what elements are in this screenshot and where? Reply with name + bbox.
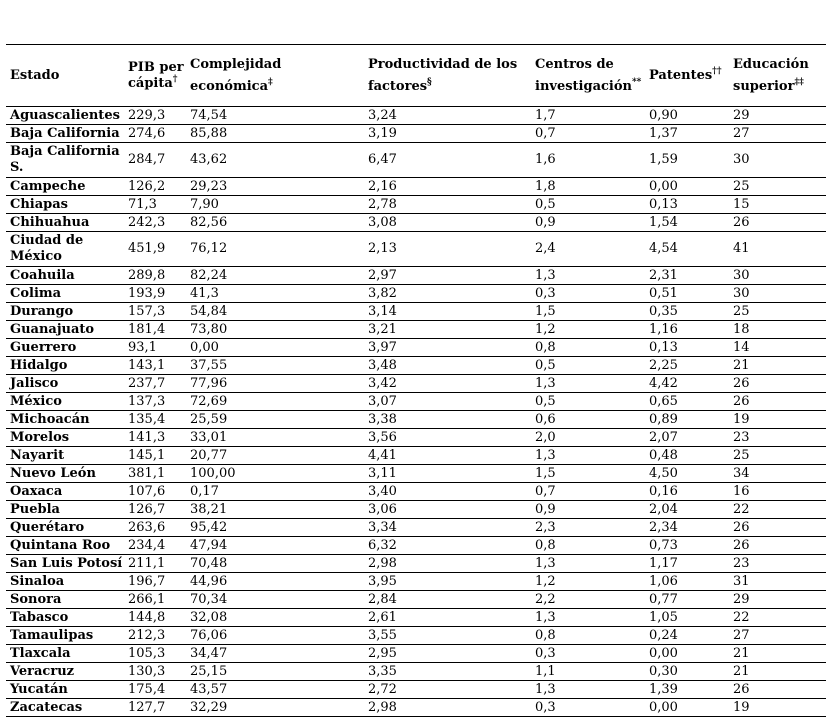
complejidad-cell: 76,12 xyxy=(186,232,364,267)
complejidad-cell: 41,3 xyxy=(186,285,364,303)
pib-cell: 451,9 xyxy=(124,232,186,267)
centros-cell: 0,8 xyxy=(531,537,645,555)
complejidad-cell: 70,34 xyxy=(186,591,364,609)
pib-cell: 126,7 xyxy=(124,501,186,519)
patentes-cell: 2,07 xyxy=(645,429,729,447)
complejidad-cell: 77,96 xyxy=(186,375,364,393)
educacion-cell: 21 xyxy=(729,357,826,375)
productividad-cell: 3,56 xyxy=(364,429,531,447)
complejidad-cell: 54,84 xyxy=(186,303,364,321)
centros-cell: 2,0 xyxy=(531,429,645,447)
table-row xyxy=(6,339,826,357)
educacion-cell: 15 xyxy=(729,196,826,214)
pib-cell: 137,3 xyxy=(124,393,186,411)
educacion-cell: 21 xyxy=(729,663,826,681)
table-row xyxy=(6,214,826,232)
pib-cell: 141,3 xyxy=(124,429,186,447)
productividad-cell: 2,16 xyxy=(364,178,531,196)
productividad-cell: 6,32 xyxy=(364,537,531,555)
centros-cell: 0,5 xyxy=(531,357,645,375)
productividad-cell: 2,78 xyxy=(364,196,531,214)
centros-cell: 1,7 xyxy=(531,107,645,125)
complejidad-cell: 43,62 xyxy=(186,143,364,178)
table-row xyxy=(6,627,826,645)
state-cell: Chihuahua xyxy=(6,214,124,232)
productividad-cell: 2,98 xyxy=(364,699,531,717)
patentes-cell: 4,54 xyxy=(645,232,729,267)
patentes-cell: 2,31 xyxy=(645,267,729,285)
state-cell: Querétaro xyxy=(6,519,124,537)
table-row xyxy=(6,555,826,573)
patentes-cell: 2,04 xyxy=(645,501,729,519)
patentes-cell: 0,48 xyxy=(645,447,729,465)
state-cell: Tamaulipas xyxy=(6,627,124,645)
state-cell: San Luis Potosí xyxy=(6,555,124,573)
state-cell: Guanajuato xyxy=(6,321,124,339)
table-row xyxy=(6,681,826,699)
productividad-cell: 3,95 xyxy=(364,573,531,591)
pib-cell: 135,4 xyxy=(124,411,186,429)
state-cell: Coahuila xyxy=(6,267,124,285)
centros-cell: 0,3 xyxy=(531,645,645,663)
complejidad-cell: 74,54 xyxy=(186,107,364,125)
pib-cell: 181,4 xyxy=(124,321,186,339)
complejidad-cell: 29,23 xyxy=(186,178,364,196)
state-cell: Campeche xyxy=(6,178,124,196)
patentes-cell: 1,16 xyxy=(645,321,729,339)
table-row xyxy=(6,501,826,519)
centros-cell: 1,6 xyxy=(531,143,645,178)
productividad-cell: 3,11 xyxy=(364,465,531,483)
productividad-cell: 3,35 xyxy=(364,663,531,681)
educacion-cell: 30 xyxy=(729,285,826,303)
pib-cell: 193,9 xyxy=(124,285,186,303)
productividad-cell: 3,21 xyxy=(364,321,531,339)
table-row xyxy=(6,143,826,178)
state-cell: Sinaloa xyxy=(6,573,124,591)
table-row xyxy=(6,375,826,393)
table-row xyxy=(6,178,826,196)
centros-cell: 0,5 xyxy=(531,196,645,214)
educacion-cell: 27 xyxy=(729,125,826,143)
productividad-cell: 2,84 xyxy=(364,591,531,609)
productividad-cell: 2,98 xyxy=(364,555,531,573)
complejidad-cell: 73,80 xyxy=(186,321,364,339)
complejidad-cell: 37,55 xyxy=(186,357,364,375)
state-cell: Morelos xyxy=(6,429,124,447)
complejidad-cell: 82,24 xyxy=(186,267,364,285)
productividad-cell: 2,72 xyxy=(364,681,531,699)
table-row xyxy=(6,303,826,321)
centros-cell: 0,5 xyxy=(531,393,645,411)
productividad-cell: 2,61 xyxy=(364,609,531,627)
productividad-cell: 3,24 xyxy=(364,107,531,125)
table-row xyxy=(6,429,826,447)
complejidad-cell: 47,94 xyxy=(186,537,364,555)
productividad-cell: 3,40 xyxy=(364,483,531,501)
productividad-cell: 3,14 xyxy=(364,303,531,321)
educacion-cell: 31 xyxy=(729,573,826,591)
educacion-cell: 25 xyxy=(729,447,826,465)
centros-cell: 0,7 xyxy=(531,125,645,143)
patentes-cell: 0,65 xyxy=(645,393,729,411)
patentes-cell: 0,16 xyxy=(645,483,729,501)
complejidad-cell: 76,06 xyxy=(186,627,364,645)
pib-cell: 196,7 xyxy=(124,573,186,591)
table-row xyxy=(6,321,826,339)
patentes-cell: 0,51 xyxy=(645,285,729,303)
centros-cell: 1,3 xyxy=(531,267,645,285)
centros-cell: 0,7 xyxy=(531,483,645,501)
complejidad-cell: 32,29 xyxy=(186,699,364,717)
patentes-cell: 2,34 xyxy=(645,519,729,537)
patentes-cell: 0,13 xyxy=(645,339,729,357)
table-row xyxy=(6,645,826,663)
patentes-cell: 0,77 xyxy=(645,591,729,609)
complejidad-cell: 33,01 xyxy=(186,429,364,447)
table-body xyxy=(6,107,826,717)
table-row xyxy=(6,232,826,267)
educacion-cell: 19 xyxy=(729,699,826,717)
pib-cell: 381,1 xyxy=(124,465,186,483)
pib-cell: 175,4 xyxy=(124,681,186,699)
table-row xyxy=(6,125,826,143)
header-educacion: Educación superior‡‡ xyxy=(729,45,826,107)
pib-cell: 105,3 xyxy=(124,645,186,663)
state-cell: Nayarit xyxy=(6,447,124,465)
patentes-cell: 1,54 xyxy=(645,214,729,232)
table-row xyxy=(6,357,826,375)
pib-cell: 143,1 xyxy=(124,357,186,375)
educacion-cell: 25 xyxy=(729,303,826,321)
pib-cell: 107,6 xyxy=(124,483,186,501)
centros-cell: 2,3 xyxy=(531,519,645,537)
educacion-cell: 26 xyxy=(729,681,826,699)
educacion-cell: 26 xyxy=(729,537,826,555)
patentes-cell: 4,50 xyxy=(645,465,729,483)
pib-cell: 126,2 xyxy=(124,178,186,196)
state-cell: México xyxy=(6,393,124,411)
state-cell: Tlaxcala xyxy=(6,645,124,663)
complejidad-cell: 100,00 xyxy=(186,465,364,483)
productividad-cell: 2,95 xyxy=(364,645,531,663)
complejidad-cell: 32,08 xyxy=(186,609,364,627)
header-productividad: Productividad de los factores§ xyxy=(364,45,531,107)
state-cell: Zacatecas xyxy=(6,699,124,717)
productividad-cell: 3,82 xyxy=(364,285,531,303)
table-row xyxy=(6,483,826,501)
complejidad-cell: 43,57 xyxy=(186,681,364,699)
centros-cell: 2,2 xyxy=(531,591,645,609)
state-cell: Yucatán xyxy=(6,681,124,699)
state-cell: Quintana Roo xyxy=(6,537,124,555)
state-cell: Durango xyxy=(6,303,124,321)
educacion-cell: 27 xyxy=(729,627,826,645)
centros-cell: 1,5 xyxy=(531,303,645,321)
state-cell: Aguascalientes xyxy=(6,107,124,125)
pib-cell: 93,1 xyxy=(124,339,186,357)
centros-cell: 0,6 xyxy=(531,411,645,429)
productividad-cell: 3,97 xyxy=(364,339,531,357)
centros-cell: 0,3 xyxy=(531,699,645,717)
educacion-cell: 23 xyxy=(729,429,826,447)
patentes-cell: 0,89 xyxy=(645,411,729,429)
patentes-cell: 1,05 xyxy=(645,609,729,627)
educacion-cell: 30 xyxy=(729,267,826,285)
productividad-cell: 4,41 xyxy=(364,447,531,465)
patentes-cell: 0,35 xyxy=(645,303,729,321)
state-cell: Hidalgo xyxy=(6,357,124,375)
pib-cell: 71,3 xyxy=(124,196,186,214)
table-row xyxy=(6,447,826,465)
centros-cell: 2,4 xyxy=(531,232,645,267)
patentes-cell: 2,25 xyxy=(645,357,729,375)
state-cell: Jalisco xyxy=(6,375,124,393)
state-cell: Chiapas xyxy=(6,196,124,214)
centros-cell: 1,3 xyxy=(531,555,645,573)
pib-cell: 266,1 xyxy=(124,591,186,609)
patentes-cell: 1,37 xyxy=(645,125,729,143)
productividad-cell: 3,38 xyxy=(364,411,531,429)
state-cell: Oaxaca xyxy=(6,483,124,501)
centros-cell: 1,3 xyxy=(531,681,645,699)
complejidad-cell: 85,88 xyxy=(186,125,364,143)
educacion-cell: 41 xyxy=(729,232,826,267)
table-row xyxy=(6,267,826,285)
pib-cell: 211,1 xyxy=(124,555,186,573)
pib-cell: 274,6 xyxy=(124,125,186,143)
state-cell: Puebla xyxy=(6,501,124,519)
table-row xyxy=(6,393,826,411)
educacion-cell: 34 xyxy=(729,465,826,483)
educacion-cell: 26 xyxy=(729,375,826,393)
state-cell: Nuevo León xyxy=(6,465,124,483)
state-cell: Michoacán xyxy=(6,411,124,429)
pib-cell: 145,1 xyxy=(124,447,186,465)
patentes-cell: 1,39 xyxy=(645,681,729,699)
centros-cell: 0,3 xyxy=(531,285,645,303)
header-estado: Estado xyxy=(6,45,124,107)
productividad-cell: 3,19 xyxy=(364,125,531,143)
header-centros: Centros de investigación** xyxy=(531,45,645,107)
productividad-cell: 3,34 xyxy=(364,519,531,537)
patentes-cell: 0,24 xyxy=(645,627,729,645)
state-cell: Sonora xyxy=(6,591,124,609)
complejidad-cell: 70,48 xyxy=(186,555,364,573)
pib-cell: 130,3 xyxy=(124,663,186,681)
pib-cell: 242,3 xyxy=(124,214,186,232)
educacion-cell: 16 xyxy=(729,483,826,501)
complejidad-cell: 34,47 xyxy=(186,645,364,663)
patentes-cell: 4,42 xyxy=(645,375,729,393)
state-cell: Guerrero xyxy=(6,339,124,357)
patentes-cell: 0,00 xyxy=(645,699,729,717)
centros-cell: 1,3 xyxy=(531,447,645,465)
pib-cell: 284,7 xyxy=(124,143,186,178)
educacion-cell: 29 xyxy=(729,107,826,125)
centros-cell: 1,1 xyxy=(531,663,645,681)
centros-cell: 1,3 xyxy=(531,375,645,393)
productividad-cell: 3,07 xyxy=(364,393,531,411)
state-cell: Tabasco xyxy=(6,609,124,627)
educacion-cell: 30 xyxy=(729,143,826,178)
table-row xyxy=(6,663,826,681)
educacion-cell: 18 xyxy=(729,321,826,339)
complejidad-cell: 82,56 xyxy=(186,214,364,232)
table-row xyxy=(6,609,826,627)
header-pib: PIB per cápita† xyxy=(124,45,186,107)
table-row xyxy=(6,465,826,483)
educacion-cell: 25 xyxy=(729,178,826,196)
pib-cell: 127,7 xyxy=(124,699,186,717)
table-row xyxy=(6,591,826,609)
productividad-cell: 3,06 xyxy=(364,501,531,519)
complejidad-cell: 7,90 xyxy=(186,196,364,214)
pib-cell: 263,6 xyxy=(124,519,186,537)
complejidad-cell: 38,21 xyxy=(186,501,364,519)
complejidad-cell: 25,59 xyxy=(186,411,364,429)
table-row xyxy=(6,285,826,303)
educacion-cell: 23 xyxy=(729,555,826,573)
productividad-cell: 2,97 xyxy=(364,267,531,285)
patentes-cell: 0,30 xyxy=(645,663,729,681)
header-patentes: Patentes†† xyxy=(645,45,729,107)
patentes-cell: 1,59 xyxy=(645,143,729,178)
pib-cell: 157,3 xyxy=(124,303,186,321)
centros-cell: 0,8 xyxy=(531,627,645,645)
educacion-cell: 29 xyxy=(729,591,826,609)
productividad-cell: 3,42 xyxy=(364,375,531,393)
complejidad-cell: 25,15 xyxy=(186,663,364,681)
patentes-cell: 0,90 xyxy=(645,107,729,125)
centros-cell: 1,5 xyxy=(531,465,645,483)
pib-cell: 229,3 xyxy=(124,107,186,125)
centros-cell: 1,2 xyxy=(531,321,645,339)
productividad-cell: 2,13 xyxy=(364,232,531,267)
complejidad-cell: 20,77 xyxy=(186,447,364,465)
centros-cell: 1,2 xyxy=(531,573,645,591)
educacion-cell: 19 xyxy=(729,411,826,429)
table-row xyxy=(6,573,826,591)
centros-cell: 1,3 xyxy=(531,609,645,627)
complejidad-cell: 95,42 xyxy=(186,519,364,537)
complejidad-cell: 0,17 xyxy=(186,483,364,501)
patentes-cell: 1,17 xyxy=(645,555,729,573)
centros-cell: 0,9 xyxy=(531,501,645,519)
patentes-cell: 0,00 xyxy=(645,645,729,663)
state-cell: Colima xyxy=(6,285,124,303)
data-table xyxy=(6,44,826,717)
complejidad-cell: 0,00 xyxy=(186,339,364,357)
educacion-cell: 26 xyxy=(729,393,826,411)
patentes-cell: 1,06 xyxy=(645,573,729,591)
educacion-cell: 26 xyxy=(729,214,826,232)
table-row xyxy=(6,519,826,537)
header-complejidad: Complejidad económica‡ xyxy=(186,45,364,107)
table-row xyxy=(6,537,826,555)
educacion-cell: 14 xyxy=(729,339,826,357)
complejidad-cell: 44,96 xyxy=(186,573,364,591)
productividad-cell: 6,47 xyxy=(364,143,531,178)
state-cell: Ciudad de México xyxy=(6,232,124,267)
table-row xyxy=(6,196,826,214)
table-row xyxy=(6,411,826,429)
centros-cell: 1,8 xyxy=(531,178,645,196)
educacion-cell: 22 xyxy=(729,501,826,519)
productividad-cell: 3,48 xyxy=(364,357,531,375)
header-row xyxy=(6,45,826,107)
pib-cell: 144,8 xyxy=(124,609,186,627)
complejidad-cell: 72,69 xyxy=(186,393,364,411)
educacion-cell: 21 xyxy=(729,645,826,663)
educacion-cell: 26 xyxy=(729,519,826,537)
state-cell: Veracruz xyxy=(6,663,124,681)
centros-cell: 0,8 xyxy=(531,339,645,357)
table-row xyxy=(6,699,826,717)
patentes-cell: 0,00 xyxy=(645,178,729,196)
state-cell: Baja California xyxy=(6,125,124,143)
productividad-cell: 3,55 xyxy=(364,627,531,645)
productividad-cell: 3,08 xyxy=(364,214,531,232)
pib-cell: 234,4 xyxy=(124,537,186,555)
centros-cell: 0,9 xyxy=(531,214,645,232)
educacion-cell: 22 xyxy=(729,609,826,627)
state-cell: Baja California S. xyxy=(6,143,124,178)
patentes-cell: 0,73 xyxy=(645,537,729,555)
table-row xyxy=(6,107,826,125)
pib-cell: 212,3 xyxy=(124,627,186,645)
pib-cell: 237,7 xyxy=(124,375,186,393)
pib-cell: 289,8 xyxy=(124,267,186,285)
patentes-cell: 0,13 xyxy=(645,196,729,214)
